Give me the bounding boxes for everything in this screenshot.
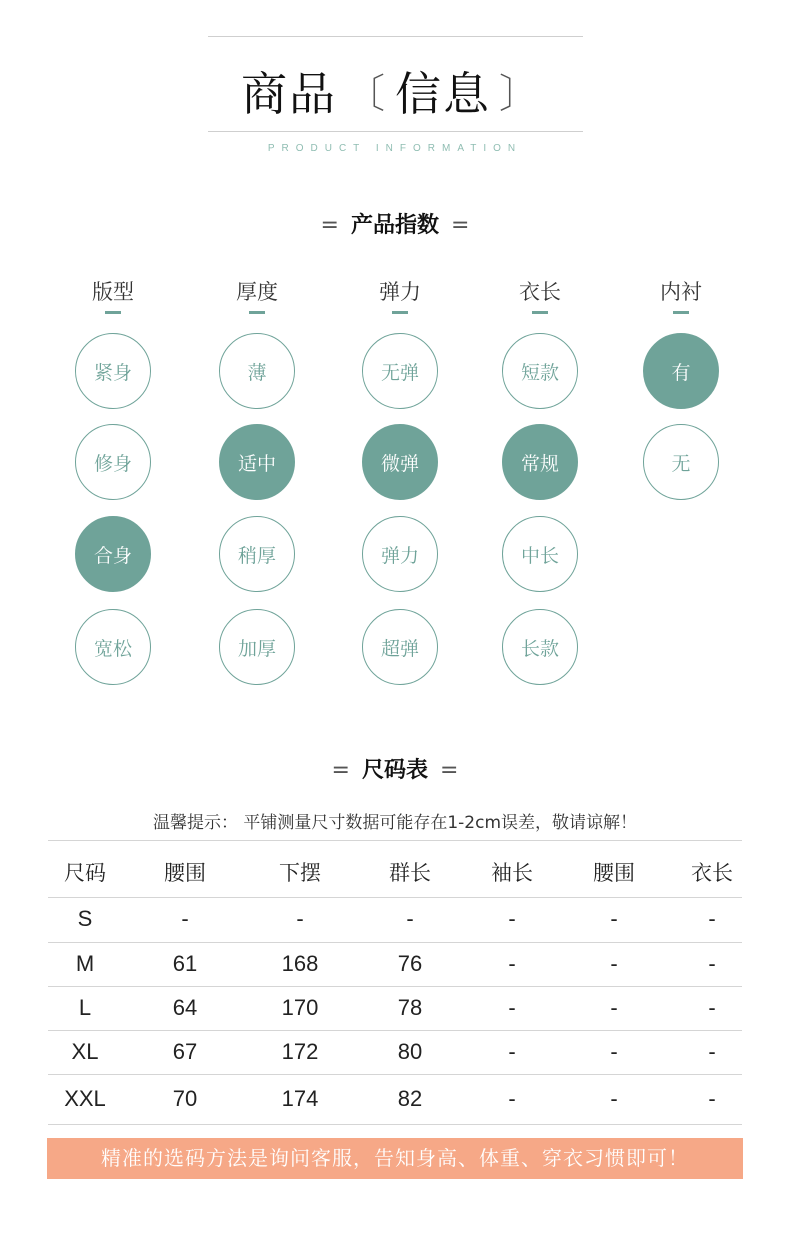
- attribute-option: 长款: [502, 609, 578, 685]
- index-title-text: 产品指数: [350, 213, 439, 238]
- table-rule: [48, 1030, 742, 1031]
- attribute-option: 无弹: [362, 333, 438, 409]
- attribute-underline: [392, 311, 408, 314]
- page-subtitle: PRODUCT INFORMATION: [267, 143, 523, 154]
- index-section-title: [0, 208, 790, 239]
- attribute-option: 加厚: [219, 609, 295, 685]
- table-cell: -: [610, 906, 618, 931]
- table-rule: [48, 1124, 742, 1125]
- table-cell: -: [708, 906, 716, 931]
- size-title-text: 尺码表: [361, 758, 428, 783]
- table-rule: [48, 897, 742, 898]
- attribute-option: 稍厚: [219, 516, 295, 592]
- table-header-cell: 衣长: [691, 861, 733, 885]
- table-header-cell: 下摆: [279, 861, 321, 885]
- table-cell: M: [75, 951, 95, 976]
- table-header-cell: 群长: [389, 861, 431, 885]
- eq-left: =: [331, 758, 350, 783]
- table-rule: [48, 1074, 742, 1075]
- attribute-option: 薄: [219, 333, 295, 409]
- table-cell: -: [508, 951, 516, 976]
- title-left: 商品: [241, 67, 337, 121]
- title-right: 信息: [395, 67, 491, 121]
- table-rule: [48, 986, 742, 987]
- attribute-underline: [105, 311, 121, 314]
- table-rule: [48, 840, 742, 841]
- table-cell: -: [508, 1039, 516, 1064]
- table-cell: 172: [281, 1039, 319, 1064]
- table-cell: -: [610, 1039, 618, 1064]
- table-cell: -: [610, 951, 618, 976]
- table-cell: 78: [397, 995, 423, 1020]
- table-header-cell: 袖长: [491, 861, 533, 885]
- attribute-option: 合身: [75, 516, 151, 592]
- attribute-option: 超弹: [362, 609, 438, 685]
- table-cell: 61: [172, 951, 198, 976]
- table-cell: -: [708, 951, 716, 976]
- attribute-option: 适中: [219, 424, 295, 500]
- attribute-option: 有: [643, 333, 719, 409]
- table-cell: XXL: [64, 1086, 106, 1111]
- attribute-option: 微弹: [362, 424, 438, 500]
- attribute-heading: 弹力: [379, 280, 421, 304]
- table-rule: [48, 942, 742, 943]
- table-cell: XL: [71, 1039, 99, 1064]
- attribute-heading: 衣长: [519, 280, 561, 304]
- eq-right: =: [451, 213, 470, 238]
- header-bottom-rule: [208, 131, 583, 132]
- table-cell: 80: [397, 1039, 423, 1064]
- advice-banner: 精准的选码方法是询问客服，告知身高、体重、穿衣习惯即可！: [47, 1138, 743, 1179]
- attribute-underline: [249, 311, 265, 314]
- attribute-option: 宽松: [75, 609, 151, 685]
- attribute-option: 短款: [502, 333, 578, 409]
- table-cell: -: [508, 906, 516, 931]
- attribute-option: 修身: [75, 424, 151, 500]
- measurement-note: 温馨提示： 平铺测量尺寸数据可能存在1-2cm误差，敬请谅解！: [152, 813, 638, 833]
- table-cell: -: [181, 906, 189, 931]
- table-cell: -: [508, 1086, 516, 1111]
- table-cell: -: [296, 906, 304, 931]
- attribute-option: 紧身: [75, 333, 151, 409]
- table-cell: S: [77, 906, 93, 931]
- table-cell: -: [708, 1039, 716, 1064]
- table-cell: 168: [281, 951, 319, 976]
- table-header-cell: 腰围: [164, 861, 206, 885]
- size-section-title: [0, 753, 790, 784]
- attribute-heading: 版型: [92, 280, 134, 304]
- table-cell: 170: [281, 995, 319, 1020]
- table-cell: 76: [397, 951, 423, 976]
- table-cell: 82: [397, 1086, 423, 1111]
- bracket-close: 〕: [499, 71, 541, 117]
- eq-right: =: [440, 758, 459, 783]
- table-cell: -: [406, 906, 414, 931]
- header-top-rule: [208, 36, 583, 37]
- page-title: [0, 58, 790, 124]
- table-header-cell: 腰围: [593, 861, 635, 885]
- table-cell: -: [610, 1086, 618, 1111]
- attribute-option: 常规: [502, 424, 578, 500]
- table-cell: 70: [172, 1086, 198, 1111]
- table-cell: -: [708, 995, 716, 1020]
- attribute-option: 弹力: [362, 516, 438, 592]
- table-cell: -: [508, 995, 516, 1020]
- attribute-heading: 厚度: [236, 280, 278, 304]
- table-cell: 64: [172, 995, 198, 1020]
- attribute-underline: [532, 311, 548, 314]
- table-header-cell: 尺码: [64, 861, 106, 885]
- table-cell: L: [78, 995, 92, 1020]
- attribute-option: 无: [643, 424, 719, 500]
- attribute-underline: [673, 311, 689, 314]
- bracket-open: 〔: [345, 71, 387, 117]
- table-cell: 67: [172, 1039, 198, 1064]
- attribute-heading: 内衬: [660, 280, 702, 304]
- table-cell: 174: [281, 1086, 319, 1111]
- attribute-option: 中长: [502, 516, 578, 592]
- eq-left: =: [320, 213, 339, 238]
- table-cell: -: [610, 995, 618, 1020]
- table-cell: -: [708, 1086, 716, 1111]
